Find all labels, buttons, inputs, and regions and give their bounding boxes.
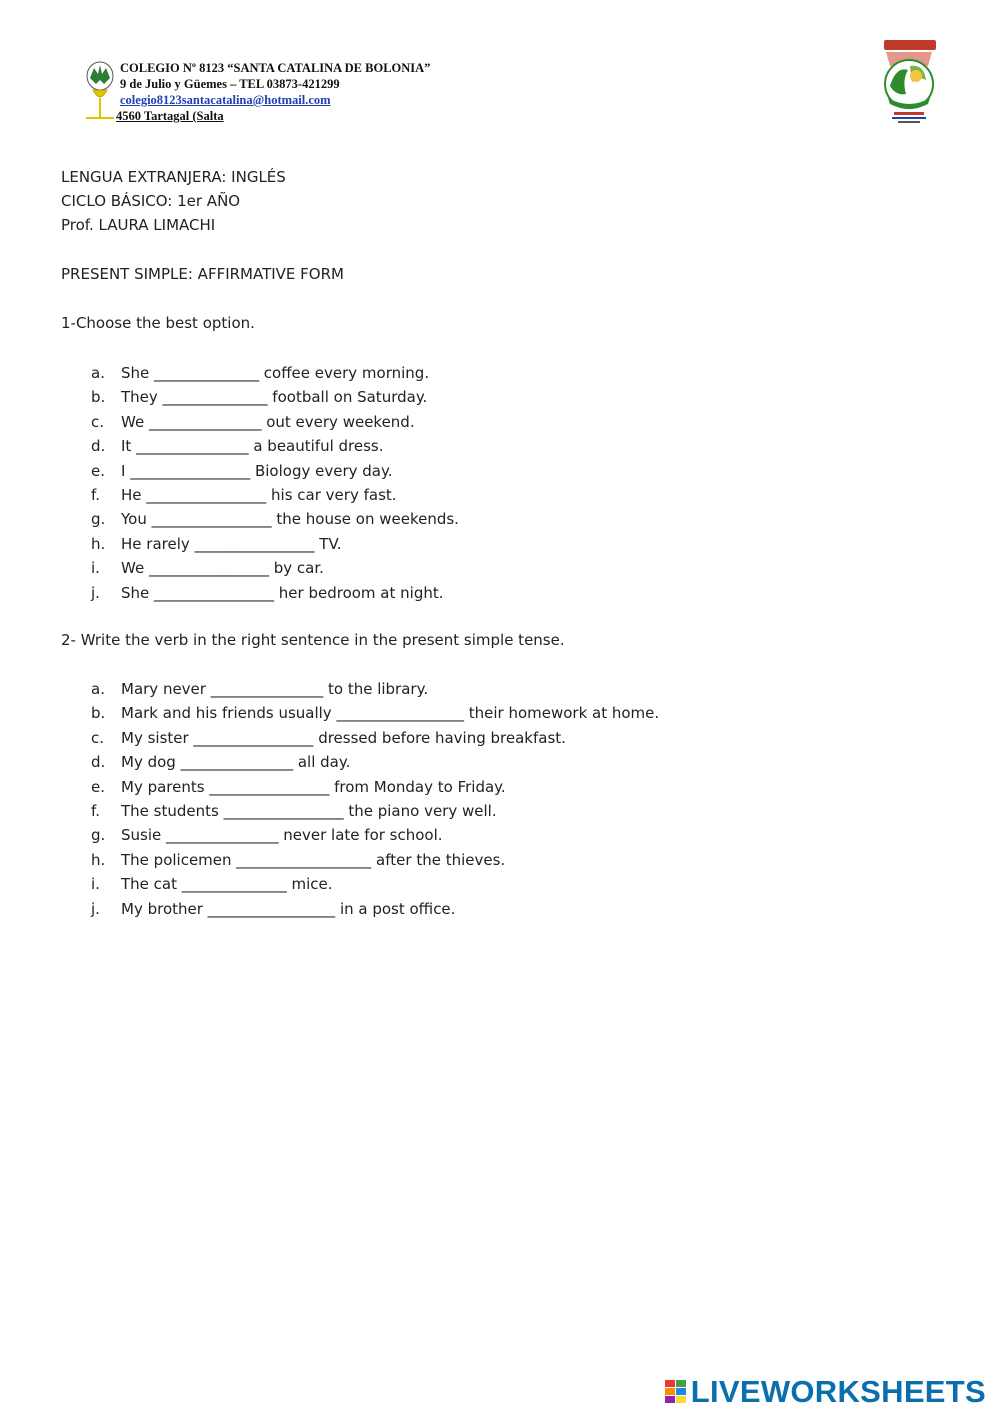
item-sentence: My parents ________________ from Monday to Friday.	[121, 777, 506, 796]
item-sentence: My sister ________________ dressed before having breakfast.	[121, 728, 566, 747]
exercise1-list	[91, 361, 459, 605]
item-letter: f.	[91, 801, 100, 820]
item-letter: j.	[91, 899, 100, 918]
item-letter: h.	[91, 850, 106, 869]
school-crest-icon	[84, 60, 116, 122]
item-letter: a.	[91, 364, 105, 382]
item-letter: a.	[91, 680, 105, 698]
item-letter: d.	[91, 753, 106, 772]
list-item	[91, 532, 459, 556]
list-item	[91, 775, 659, 799]
item-letter: c.	[91, 412, 105, 431]
item-letter: f.	[91, 485, 100, 504]
exercise2-list	[91, 677, 659, 921]
school-email-link[interactable]: colegio8123santacatalina@hotmail.com	[120, 93, 331, 107]
liveworksheets-logo-icon	[665, 1380, 687, 1404]
item-sentence: Mark and his friends usually _________________ their homework at home.	[121, 704, 660, 723]
list-item	[91, 897, 659, 921]
item-letter: e.	[91, 461, 105, 480]
list-item	[91, 483, 459, 507]
item-letter: h.	[91, 534, 106, 553]
list-item	[91, 823, 659, 847]
item-sentence: The policemen __________________ after the thieves.	[121, 850, 506, 869]
item-sentence: He rarely ________________ TV.	[121, 534, 342, 553]
item-sentence: He ________________ his car very fast.	[121, 485, 397, 504]
brand-name: LIVEWORKSHEETS	[690, 1374, 986, 1409]
list-item	[91, 581, 459, 605]
list-item	[91, 385, 459, 409]
item-sentence: They ______________ football on Saturday.	[121, 388, 428, 407]
item-sentence: Mary never _______________ to the library.	[121, 680, 429, 698]
item-letter: g.	[91, 510, 106, 529]
teacher-line: Prof. LAURA LIMACHI	[61, 216, 216, 234]
list-item	[91, 361, 459, 385]
item-letter: i.	[91, 559, 100, 578]
exercise1-instruction: 1-Choose the best option.	[61, 314, 255, 332]
list-item	[91, 507, 459, 531]
school-header	[116, 60, 431, 124]
list-item	[91, 872, 659, 896]
school-address: 9 de Julio y Güemes – TEL 03873-421299	[120, 77, 340, 91]
list-item	[91, 677, 659, 701]
item-sentence: I ________________ Biology every day.	[121, 461, 393, 480]
list-item	[91, 410, 459, 434]
item-sentence: You ________________ the house on weekends.	[121, 510, 459, 529]
list-item	[91, 701, 659, 725]
cycle-line: CICLO BÁSICO: 1er AÑO	[61, 192, 241, 210]
item-sentence: Susie _______________ never late for school.	[121, 826, 443, 845]
item-sentence: My brother _________________ in a post office.	[121, 899, 456, 918]
item-letter: d.	[91, 437, 106, 456]
school-emblem-icon	[876, 36, 942, 128]
list-item	[91, 459, 459, 483]
list-item	[91, 799, 659, 823]
item-letter: g.	[91, 826, 106, 845]
topic-title: PRESENT SIMPLE: AFFIRMATIVE FORM	[61, 265, 344, 283]
list-item	[91, 848, 659, 872]
item-sentence: The students ________________ the piano very well.	[121, 801, 497, 820]
list-item	[91, 434, 459, 458]
item-letter: j.	[91, 583, 100, 602]
list-item	[91, 750, 659, 774]
subject-line: LENGUA EXTRANJERA: INGLÉS	[61, 168, 286, 186]
list-item	[91, 556, 459, 580]
liveworksheets-brand[interactable]	[665, 1374, 986, 1410]
item-letter: e.	[91, 777, 105, 796]
item-sentence: My dog _______________ all day.	[121, 753, 351, 772]
item-letter: i.	[91, 875, 100, 894]
item-letter: c.	[91, 728, 105, 747]
list-item	[91, 726, 659, 750]
item-letter: b.	[91, 704, 106, 723]
item-sentence: She ______________ coffee every morning.	[121, 364, 430, 382]
item-sentence: It _______________ a beautiful dress.	[121, 437, 384, 456]
item-sentence: She ________________ her bedroom at night.	[121, 583, 444, 602]
item-letter: b.	[91, 388, 106, 407]
item-sentence: We ________________ by car.	[121, 559, 324, 578]
school-city: 4560 Tartagal (Salta	[116, 109, 224, 123]
school-name: COLEGIO Nº 8123 “SANTA CATALINA DE BOLONIA”	[120, 61, 431, 75]
item-sentence: We _______________ out every weekend.	[121, 412, 415, 431]
item-sentence: The cat ______________ mice.	[121, 875, 333, 894]
exercise2-instruction: 2- Write the verb in the right sentence in the present simple tense.	[61, 631, 565, 649]
